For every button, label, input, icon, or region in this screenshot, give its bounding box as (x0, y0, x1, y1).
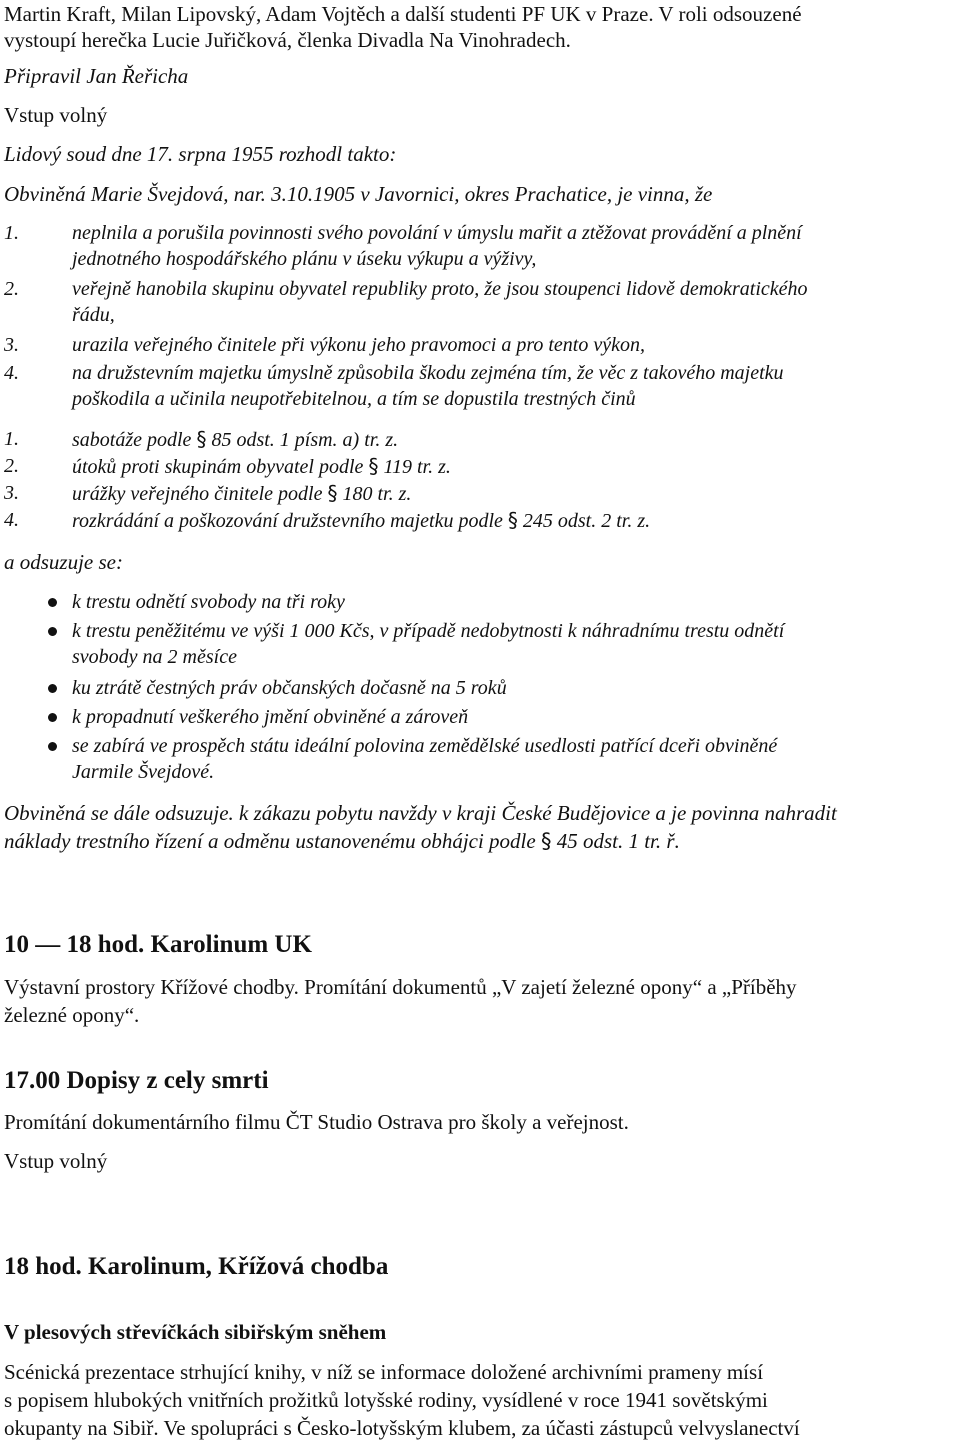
event2-description: Promítání dokumentárního filmu ČT Studio Ostrava pro školy a veřejnost. (4, 1110, 629, 1134)
entry-free: Vstup volný (4, 103, 108, 127)
event1-line: železné opony“. (4, 1003, 140, 1027)
event2-entry: Vstup volný (4, 1149, 108, 1173)
charge-line: jednotného hospodářského plánu v úseku výkupu a výživy, (72, 248, 537, 270)
section-sign: § (327, 481, 338, 505)
intro-line-2: vystoupí herečka Lucie Juřičková, členka Divadla Na Vinohradech. (4, 28, 571, 52)
crime-post: 245 odst. 2 tr. z. (522, 510, 651, 532)
sentence-line: Jarmile Švejdové. (72, 761, 215, 783)
closing-line: Obviněná se dále odsuzuje. k zákazu pobytu navždy v kraji České Budějovice a je povinna nahradit (4, 801, 837, 825)
event1-heading: 10 — 18 hod. Karolinum UK (4, 931, 312, 958)
crime-post: 85 odst. 1 písm. a) tr. z. (211, 429, 399, 451)
charge-text (72, 220, 952, 272)
crime-pre: urážky veřejného činitele podle (72, 483, 323, 505)
charge-text: urazila veřejného činitele při výkonu jeho pravomoci a pro tento výkon, (72, 334, 645, 356)
section-sign: § (507, 508, 518, 532)
court-line: Lidový soud dne 17. srpna 1955 rozhodl takto: (4, 142, 397, 166)
prepared-by: Připravil Jan Řeřicha (4, 64, 189, 88)
accused-line: Obviněná Marie Švejdová, nar. 3.10.1905 v Javornici, okres Prachatice, je vinna, že (4, 182, 713, 206)
crime-number: 4. (4, 509, 19, 531)
event3-heading: 18 hod. Karolinum, Křížová chodba (4, 1253, 389, 1280)
charge-line: na družstevním majetku úmyslně způsobila škodu zejména tím, že věc z takového majetku (72, 362, 784, 384)
sentence-text (72, 733, 952, 785)
charge-line: řádu, (72, 304, 115, 326)
section-sign: § (196, 427, 207, 451)
section-sign: § (540, 829, 552, 853)
crime-number: 1. (4, 428, 19, 450)
event1-description (4, 973, 954, 1029)
charge-text (72, 276, 952, 328)
charge-number: 3. (4, 334, 19, 356)
closing-post: 45 odst. 1 tr. ř. (556, 829, 680, 853)
charge-text (72, 360, 952, 412)
bullet-icon (48, 598, 57, 607)
event3-line: Scénická prezentace strhující knihy, v níž se informace doložené archivními prameny mísí (4, 1360, 764, 1384)
crime-post: 119 tr. z. (383, 456, 451, 478)
sentence-text: k trestu odnětí svobody na tři roky (72, 591, 345, 613)
crime-post: 180 tr. z. (342, 483, 412, 505)
event3-description (4, 1358, 954, 1442)
sentence-text: ku ztrátě čestných práv občanských dočasně na 5 roků (72, 677, 507, 699)
charge-line: poškodila a učinila neupotřebitelnou, a tím se dopustila trestných činů (72, 388, 636, 410)
bullet-icon (48, 627, 57, 636)
crime-text (72, 507, 952, 534)
bullet-icon (48, 684, 57, 693)
crime-text (72, 426, 952, 453)
closing-line (4, 827, 954, 855)
crime-text (72, 453, 952, 480)
charge-line: neplnila a porušila povinnosti svého povolání v úmyslu mařit a ztěžovat provádění a plnění (72, 222, 802, 244)
sentence-line: se zabírá ve prospěch státu ideální polovina zemědělské usedlosti patřící dceři obviněné (72, 735, 778, 757)
crime-pre: rozkrádání a poškozování družstevního majetku podle (72, 510, 503, 532)
closing-pre: náklady trestního řízení a odměnu ustanovenému obhájci podle (4, 829, 536, 853)
sentence-text (72, 618, 952, 670)
bullet-icon (48, 742, 57, 751)
charge-line: veřejně hanobila skupinu obyvatel republiky proto, že jsou stoupenci lidově demokratického (72, 278, 808, 300)
section-sign: § (368, 454, 379, 478)
charge-number: 2. (4, 278, 19, 300)
crime-number: 2. (4, 455, 19, 477)
crime-number: 3. (4, 482, 19, 504)
event1-line: Výstavní prostory Křížové chodby. Promítání dokumentů „V zajetí železné opony“ a „Příběhy (4, 975, 797, 999)
event2-heading: 17.00 Dopisy z cely smrti (4, 1067, 269, 1094)
bullet-icon (48, 713, 57, 722)
crime-pre: sabotáže podle (72, 429, 192, 451)
event3-subheading: V plesových střevíčkách sibiřským sněhem (4, 1320, 387, 1344)
sentence-line: svobody na 2 měsíce (72, 646, 237, 668)
sentenced-label: a odsuzuje se: (4, 550, 123, 574)
crime-text (72, 480, 952, 507)
event3-line: okupanty na Sibiř. Ve spolupráci s Česko-lotyšským klubem, za účasti zástupců velvyslanectví (4, 1416, 800, 1440)
sentence-text: k propadnutí veškerého jmění obviněné a zároveň (72, 706, 469, 728)
crime-pre: útoků proti skupinám obyvatel podle (72, 456, 364, 478)
charge-number: 4. (4, 362, 19, 384)
event3-line: s popisem hlubokých vnitřních prožitků lotyšské rodiny, vysídlené v roce 1941 sovětskými (4, 1388, 768, 1412)
intro-line-1: Martin Kraft, Milan Lipovský, Adam Vojtěch a další studenti PF UK v Praze. V roli odsouzené (4, 2, 802, 26)
closing-paragraph (4, 799, 954, 855)
sentence-line: k trestu peněžitému ve výši 1 000 Kčs, v případě nedobytnosti k náhradnímu trestu odnětí (72, 620, 785, 642)
charge-number: 1. (4, 222, 19, 244)
